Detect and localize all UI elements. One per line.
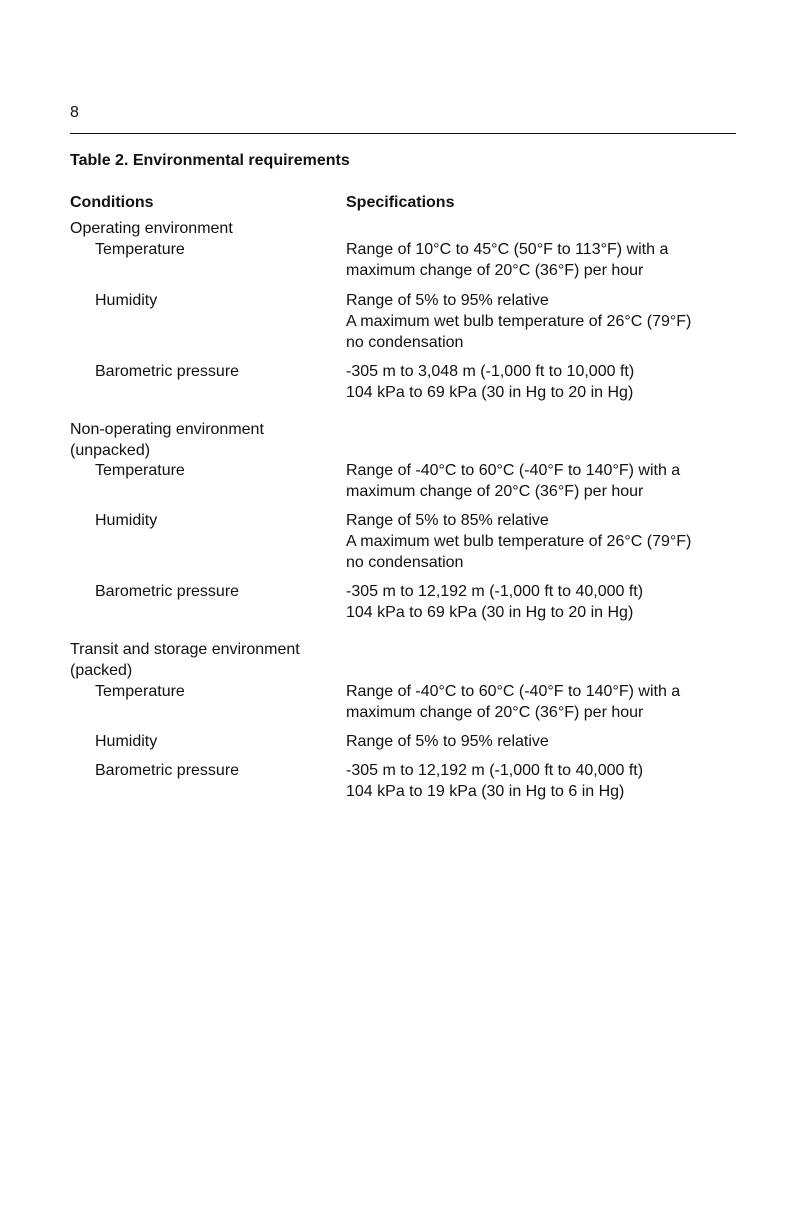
spec-line: Range of 5% to 95% relative	[346, 292, 549, 309]
spec-line: Range of -40°C to 60°C (-40°F to 140°F) with a	[346, 683, 681, 700]
condition-label: Humidity	[95, 733, 158, 750]
group-name-line: (unpacked)	[70, 442, 151, 459]
spec-line: 104 kPa to 69 kPa (30 in Hg to 20 in Hg)	[346, 384, 634, 401]
table-title: Table 2. Environmental requirements	[70, 152, 350, 169]
condition-label: Barometric pressure	[95, 583, 240, 600]
spec-line: Range of 10°C to 45°C (50°F to 113°F) with a	[346, 241, 669, 258]
conditions-header: Conditions	[70, 194, 154, 211]
condition-label: Barometric pressure	[95, 762, 240, 779]
group-name-line: (packed)	[70, 662, 133, 679]
condition-label: Barometric pressure	[95, 363, 240, 380]
group-name-line: Transit and storage environment	[70, 641, 300, 658]
spec-line: A maximum wet bulb temperature of 26°C (79°F)	[346, 313, 692, 330]
spec-line: no condensation	[346, 334, 464, 351]
spec-line: maximum change of 20°C (36°F) per hour	[346, 704, 644, 721]
header-rule	[70, 133, 736, 134]
condition-label: Humidity	[95, 292, 158, 309]
spec-line: maximum change of 20°C (36°F) per hour	[346, 483, 644, 500]
condition-label: Temperature	[95, 462, 185, 479]
group-name-line: Non-operating environment	[70, 421, 264, 438]
condition-label: Humidity	[95, 512, 158, 529]
condition-label: Temperature	[95, 241, 185, 258]
spec-line: 104 kPa to 19 kPa (30 in Hg to 6 in Hg)	[346, 783, 625, 800]
specifications-header: Specifications	[346, 194, 455, 211]
group-name-line: Operating environment	[70, 220, 233, 237]
spec-line: -305 m to 3,048 m (-1,000 ft to 10,000 ft)	[346, 363, 635, 380]
spec-line: Range of 5% to 85% relative	[346, 512, 549, 529]
spec-line: A maximum wet bulb temperature of 26°C (79°F)	[346, 533, 692, 550]
spec-line: -305 m to 12,192 m (-1,000 ft to 40,000 ft)	[346, 583, 644, 600]
spec-line: Range of 5% to 95% relative	[346, 733, 549, 750]
page-number: 8	[70, 104, 79, 121]
condition-label: Temperature	[95, 683, 185, 700]
spec-line: maximum change of 20°C (36°F) per hour	[346, 262, 644, 279]
spec-line: no condensation	[346, 554, 464, 571]
spec-line: Range of -40°C to 60°C (-40°F to 140°F) with a	[346, 462, 681, 479]
spec-line: 104 kPa to 69 kPa (30 in Hg to 20 in Hg)	[346, 604, 634, 621]
spec-line: -305 m to 12,192 m (-1,000 ft to 40,000 ft)	[346, 762, 644, 779]
